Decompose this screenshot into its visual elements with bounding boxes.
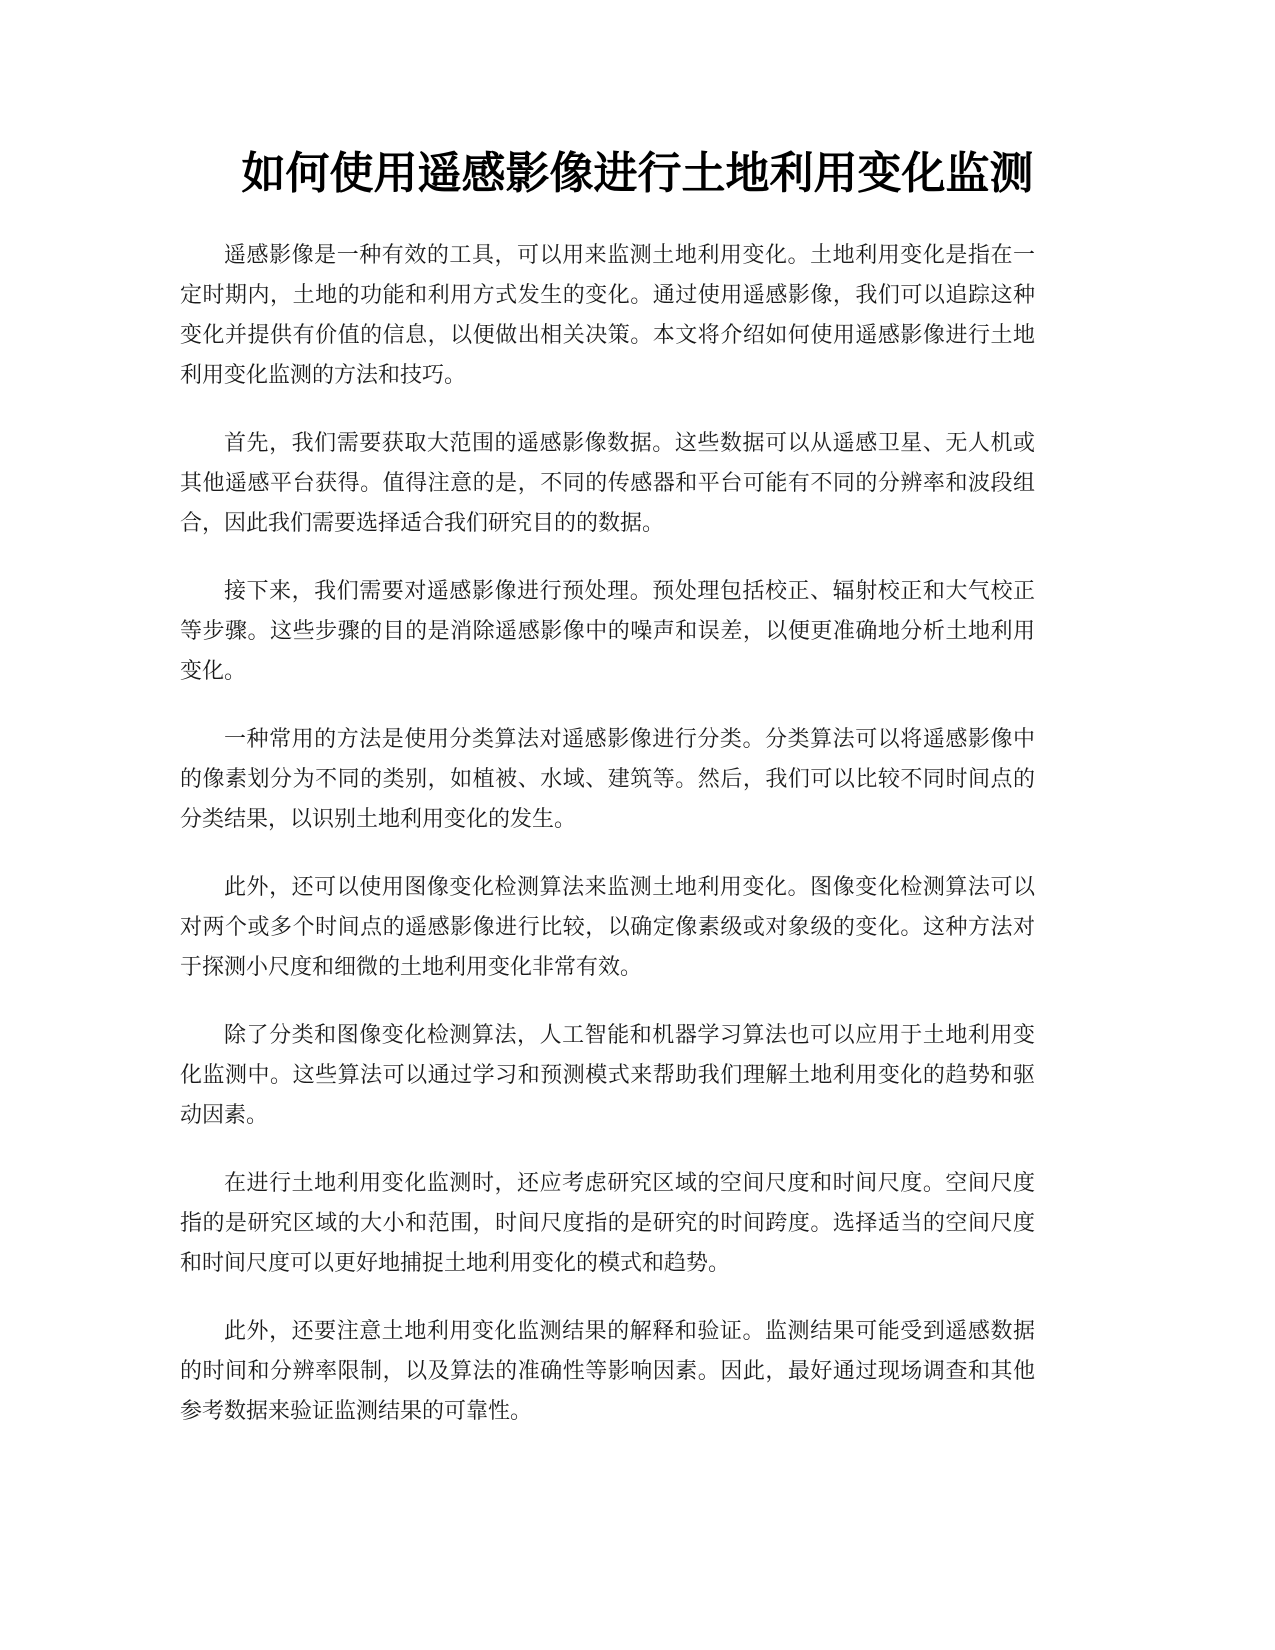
paragraph-6: 除了分类和图像变化检测算法，人工智能和机器学习算法也可以应用于土地利用变化监测中。这些算法可以通过学习和预测模式来帮助我们理解土地利用变化的趋势和驱动因素。 [180,1023,1035,1128]
paragraph-7: 在进行土地利用变化监测时，还应考虑研究区域的空间尺度和时间尺度。空间尺度指的是研究区域的大小和范围，时间尺度指的是研究的时间跨度。选择适当的空间尺度和时间尺度可以更好地捕捉土地利用变化的模式和趋势。 [180,1171,1035,1276]
document-body [180,236,1035,1460]
paragraph-8: 此外，还要注意土地利用变化监测结果的解释和验证。监测结果可能受到遥感数据的时间和分辨率限制，以及算法的准确性等影响因素。因此，最好通过现场调查和其他参考数据来验证监测结果的可靠性。 [180,1319,1035,1424]
document-title: 如何使用遥感影像进行土地利用变化监测 [241,148,1034,199]
paragraph-3: 接下来，我们需要对遥感影像进行预处理。预处理包括校正、辐射校正和大气校正等步骤。这些步骤的目的是消除遥感影像中的噪声和误差，以便更准确地分析土地利用变化。 [180,579,1035,684]
paragraph-1: 遥感影像是一种有效的工具，可以用来监测土地利用变化。土地利用变化是指在一定时期内，土地的功能和利用方式发生的变化。通过使用遥感影像，我们可以追踪这种变化并提供有价值的信息，以便做出相关决策。本文将介绍如何使用遥感影像进行土地利用变化监测的方法和技巧。 [180,243,1035,388]
paragraph-2: 首先，我们需要获取大范围的遥感影像数据。这些数据可以从遥感卫星、无人机或其他遥感平台获得。值得注意的是，不同的传感器和平台可能有不同的分辨率和波段组合，因此我们需要选择适合我们研究目的的数据。 [180,431,1035,536]
paragraph-5: 此外，还可以使用图像变化检测算法来监测土地利用变化。图像变化检测算法可以对两个或多个时间点的遥感影像进行比较，以确定像素级或对象级的变化。这种方法对于探测小尺度和细微的土地利用变化非常有效。 [180,875,1035,980]
paragraph-4: 一种常用的方法是使用分类算法对遥感影像进行分类。分类算法可以将遥感影像中的像素划分为不同的类别，如植被、水域、建筑等。然后，我们可以比较不同时间点的分类结果，以识别土地利用变化的发生。 [180,727,1035,832]
